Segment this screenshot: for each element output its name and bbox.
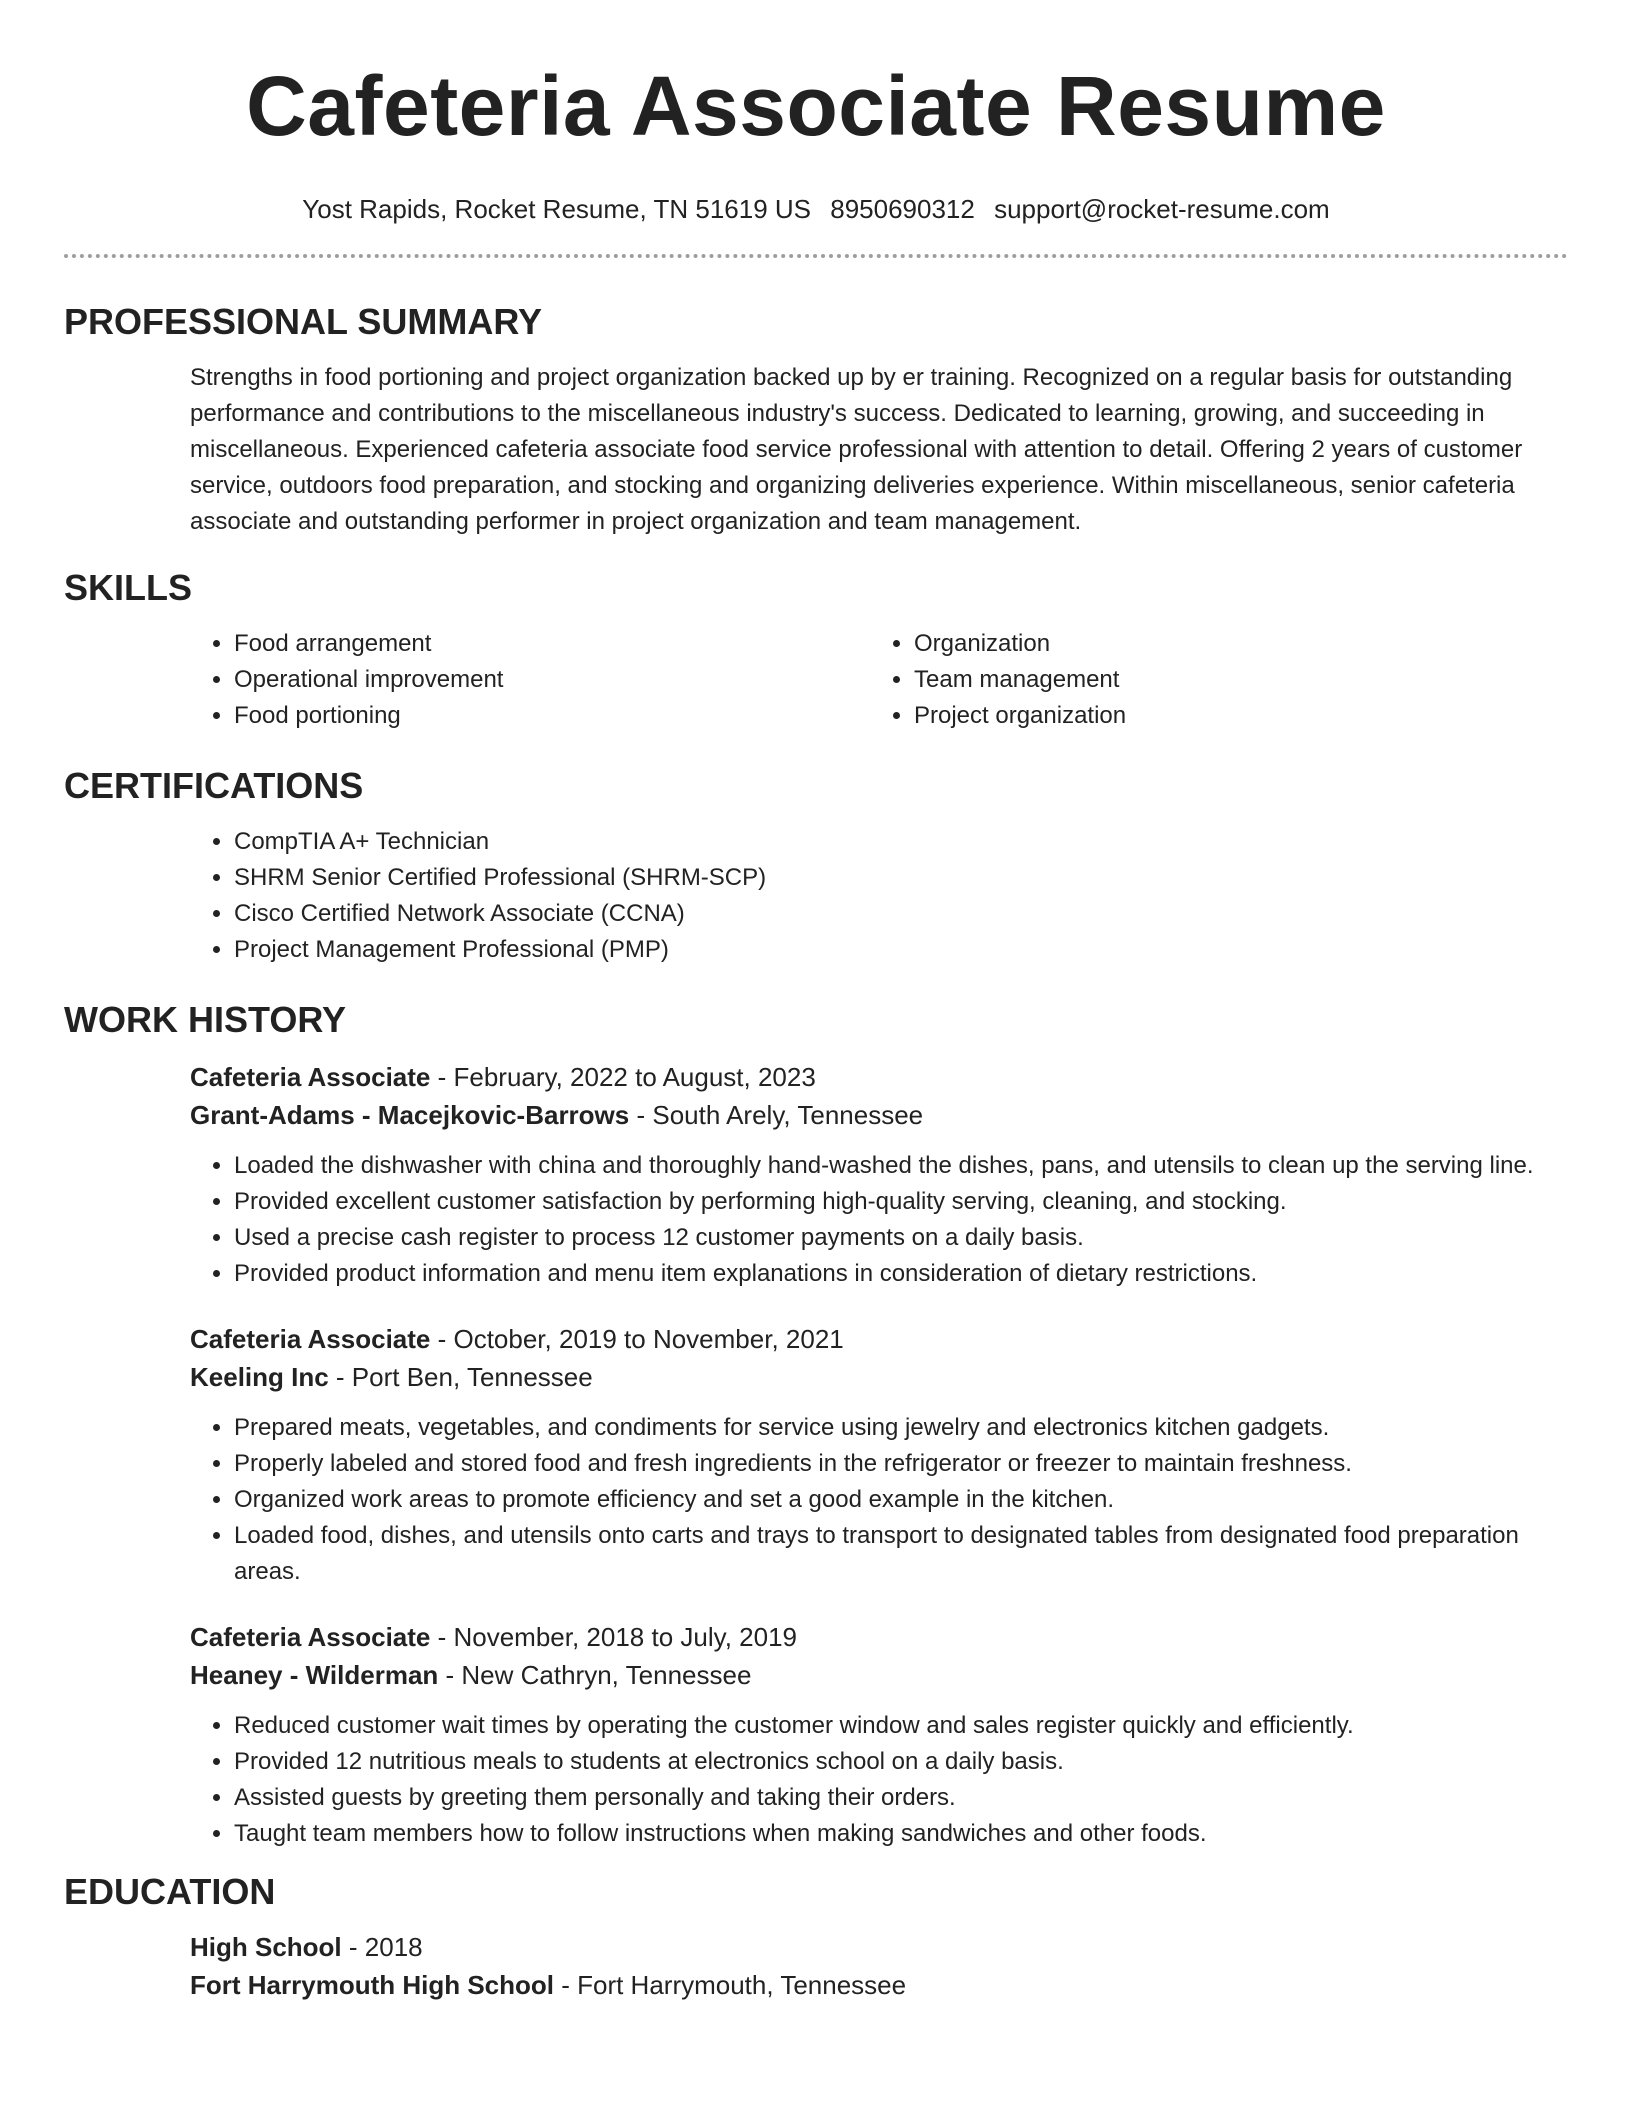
- skills-column-right: [870, 626, 1550, 734]
- job-entry: [190, 1058, 1568, 1292]
- job-company-line: [190, 1358, 1568, 1396]
- job-company-line: [190, 1096, 1568, 1134]
- header-divider: [64, 254, 1568, 258]
- education-location: - Fort Harrymouth, Tennessee: [554, 1970, 907, 2000]
- summary-section: [64, 300, 1568, 540]
- job-role: Cafeteria Associate: [190, 1324, 431, 1354]
- skill-item: • Project organization: [914, 698, 1550, 734]
- job-bullet: • Properly labeled and stored food and fresh ingredients in the refrigerator or freezer to maintain freshness.: [234, 1446, 1568, 1482]
- education-school-line: [190, 1966, 1568, 2004]
- certification-item: • Cisco Certified Network Associate (CCNA): [234, 896, 1568, 932]
- job-bullet: • Provided 12 nutritious meals to students at electronics school on a daily basis.: [234, 1744, 1568, 1780]
- job-bullet: • Prepared meats, vegetables, and condiments for service using jewelry and electronics kitchen gadgets.: [234, 1410, 1568, 1446]
- education-section: [64, 1870, 1568, 2004]
- education-school: Fort Harrymouth High School: [190, 1970, 554, 2000]
- education-degree: High School: [190, 1932, 342, 1962]
- job-bullet: • Provided excellent customer satisfaction by performing high-quality serving, cleaning, and stocking.: [234, 1184, 1568, 1220]
- certifications-heading: CERTIFICATIONS: [64, 765, 364, 806]
- job-title-line: [190, 1058, 1568, 1096]
- resume-title: Cafeteria Associate Resume: [246, 59, 1386, 153]
- certifications-section: [64, 764, 1568, 968]
- job-role: Cafeteria Associate: [190, 1062, 431, 1092]
- job-location: - New Cathryn, Tennessee: [438, 1660, 752, 1690]
- summary-heading: PROFESSIONAL SUMMARY: [64, 301, 543, 342]
- job-company: Grant-Adams - Macejkovic-Barrows: [190, 1100, 630, 1130]
- job-bullet: • Organized work areas to promote efficiency and set a good example in the kitchen.: [234, 1482, 1568, 1518]
- job-bullet: • Loaded the dishwasher with china and thoroughly hand-washed the dishes, pans, and utensils to clean up the serving line.: [234, 1148, 1568, 1184]
- contact-email: support@rocket-resume.com: [994, 194, 1330, 224]
- skill-item: • Food arrangement: [234, 626, 870, 662]
- job-dates: - November, 2018 to July, 2019: [430, 1622, 797, 1652]
- job-entry: [190, 1320, 1568, 1590]
- work-history-section: [64, 998, 1568, 1852]
- skill-item: • Organization: [914, 626, 1550, 662]
- skill-item: • Operational improvement: [234, 662, 870, 698]
- job-bullet: • Provided product information and menu item explanations in consideration of dietary restrictions.: [234, 1256, 1568, 1292]
- skill-item: • Team management: [914, 662, 1550, 698]
- job-company: Keeling Inc: [190, 1362, 329, 1392]
- work-history-heading: WORK HISTORY: [64, 999, 347, 1040]
- summary-text: Strengths in food portioning and project organization backed up by er training. Recognized on a regular basis for outstanding performance and contributions to the miscellaneous industry's success. Dedicated to learning, growing, and succeeding in miscellaneous. Experienced cafeteria associate food service professional with attention to detail. Offering 2 years of customer service, outdoors food preparation, and stocking and organizing deliveries experience. Within miscellaneous, senior cafeteria associate and outstanding performer in project organization and team management.: [190, 364, 1523, 535]
- job-location: - South Arely, Tennessee: [629, 1100, 924, 1130]
- skills-section: [64, 566, 1568, 734]
- job-dates: - February, 2022 to August, 2023: [430, 1062, 816, 1092]
- job-location: - Port Ben, Tennessee: [328, 1362, 593, 1392]
- job-company: Heaney - Wilderman: [190, 1660, 439, 1690]
- job-bullet: • Loaded food, dishes, and utensils onto carts and trays to transport to designated tables from designated food preparation areas.: [234, 1518, 1568, 1590]
- education-heading: EDUCATION: [64, 1871, 276, 1912]
- skills-grid: [64, 626, 1568, 734]
- certification-item: • CompTIA A+ Technician: [234, 824, 1568, 860]
- skills-column-left: [190, 626, 870, 734]
- job-bullet: • Taught team members how to follow instructions when making sandwiches and other foods.: [234, 1816, 1568, 1852]
- job-title-line: [190, 1618, 1568, 1656]
- certification-item: • Project Management Professional (PMP): [234, 932, 1568, 968]
- contact-line: [64, 192, 1568, 226]
- job-dates: - October, 2019 to November, 2021: [430, 1324, 844, 1354]
- skill-item: • Food portioning: [234, 698, 870, 734]
- contact-phone: 8950690312: [830, 194, 975, 224]
- job-bullet: • Reduced customer wait times by operating the customer window and sales register quickly and efficiently.: [234, 1708, 1568, 1744]
- education-year: - 2018: [341, 1932, 423, 1962]
- education-degree-line: [190, 1928, 1568, 1966]
- job-company-line: [190, 1656, 1568, 1694]
- job-bullet: • Used a precise cash register to process 12 customer payments on a daily basis.: [234, 1220, 1568, 1256]
- certification-item: • SHRM Senior Certified Professional (SHRM-SCP): [234, 860, 1568, 896]
- skills-heading: SKILLS: [64, 567, 193, 608]
- job-bullet: • Assisted guests by greeting them personally and taking their orders.: [234, 1780, 1568, 1816]
- job-role: Cafeteria Associate: [190, 1622, 431, 1652]
- contact-address: Yost Rapids, Rocket Resume, TN 51619 US: [302, 194, 811, 224]
- job-title-line: [190, 1320, 1568, 1358]
- job-entry: [190, 1618, 1568, 1852]
